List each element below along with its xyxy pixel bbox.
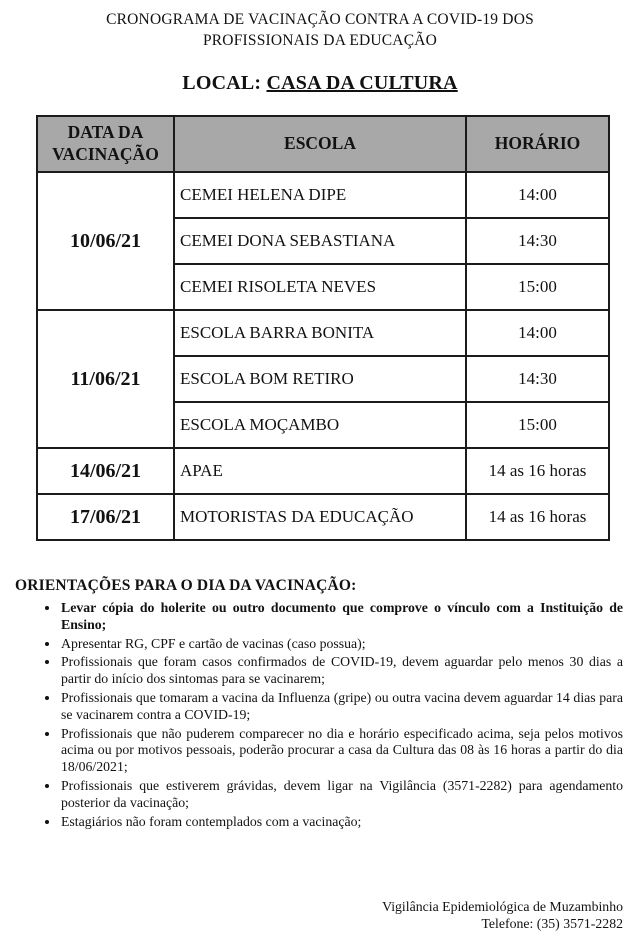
orientation-item: • Profissionais que foram casos confirmados de COVID-19, devem aguardar pelo menos 30 dias a partir do início dos sintomas para se vacinarem;: [60, 654, 623, 688]
table-row: [37, 310, 609, 356]
footer-phone-line: Telefone: (35) 3571-2282: [481, 916, 623, 931]
orientation-item: • Apresentar RG, CPF e cartão de vacinas (caso possua);: [60, 636, 623, 653]
time-cell: 14 as 16 horas: [466, 494, 609, 540]
document-title-line1: CRONOGRAMA DE VACINAÇÃO CONTRA A COVID-19 DOS: [106, 11, 534, 28]
document-footer: [382, 898, 623, 932]
document-title-line2: PROFISSIONAIS DA EDUCAÇÃO: [202, 32, 438, 49]
orientation-item: • Profissionais que tomaram a vacina da Influenza (gripe) ou outra vacina devem aguardar 14 dias para se vacinarem contra a COVID-19;: [60, 690, 623, 724]
column-header-school: ESCOLA: [174, 116, 466, 172]
school-cell: ESCOLA BOM RETIRO: [174, 356, 466, 402]
location-value: CASA DA CULTURA: [266, 72, 458, 94]
vaccination-schedule-table: [36, 115, 610, 541]
vaccination-date-cell: 11/06/21: [37, 310, 174, 448]
column-header-time: HORÁRIO: [466, 116, 609, 172]
document-title: [60, 9, 580, 51]
orientation-item: • Profissionais que não puderem comparecer no dia e horário especificado acima, seja pelos motivos acima ou por motivos pessoais, poderão procurar a casa da Cultura das 08 às 16 horas a partir do dia 18/06/2021;: [60, 726, 623, 776]
school-cell: CEMEI HELENA DIPE: [174, 172, 466, 218]
location-label: LOCAL:: [182, 72, 262, 94]
orientation-item: • Levar cópia do holerite ou outro documento que comprove o vínculo com a Instituição de Ensino;: [60, 600, 623, 634]
schedule-table-body: [37, 172, 609, 540]
school-cell: CEMEI RISOLETA NEVES: [174, 264, 466, 310]
orientation-item: • Estagiários não foram contemplados com a vacinação;: [60, 814, 623, 831]
time-cell: 15:00: [466, 264, 609, 310]
time-cell: 14 as 16 horas: [466, 448, 609, 494]
footer-org-line: Vigilância Epidemiológica de Muzambinho: [382, 899, 623, 914]
school-cell: CEMEI DONA SEBASTIANA: [174, 218, 466, 264]
orientation-item: • Profissionais que estiverem grávidas, devem ligar na Vigilância (3571-2282) para agendamento posterior da vacinação;: [60, 778, 623, 812]
orientations-section: [15, 577, 623, 830]
school-cell: ESCOLA BARRA BONITA: [174, 310, 466, 356]
vaccination-date-cell: 10/06/21: [37, 172, 174, 310]
orientations-heading: ORIENTAÇÕES PARA O DIA DA VACINAÇÃO:: [15, 577, 357, 594]
time-cell: 14:30: [466, 218, 609, 264]
school-cell: APAE: [174, 448, 466, 494]
time-cell: 14:00: [466, 310, 609, 356]
time-cell: 14:00: [466, 172, 609, 218]
school-cell: MOTORISTAS DA EDUCAÇÃO: [174, 494, 466, 540]
schedule-table-header: [37, 116, 609, 172]
table-row: [37, 172, 609, 218]
time-cell: 15:00: [466, 402, 609, 448]
orientation-list: [15, 600, 623, 830]
location-heading: [0, 72, 640, 95]
school-cell: ESCOLA MOÇAMBO: [174, 402, 466, 448]
table-row: [37, 448, 609, 494]
time-cell: 14:30: [466, 356, 609, 402]
vaccination-date-cell: 14/06/21: [37, 448, 174, 494]
vaccination-date-cell: 17/06/21: [37, 494, 174, 540]
column-header-date: DATA DA VACINAÇÃO: [37, 116, 174, 172]
table-row: [37, 494, 609, 540]
header-row: [37, 116, 609, 172]
